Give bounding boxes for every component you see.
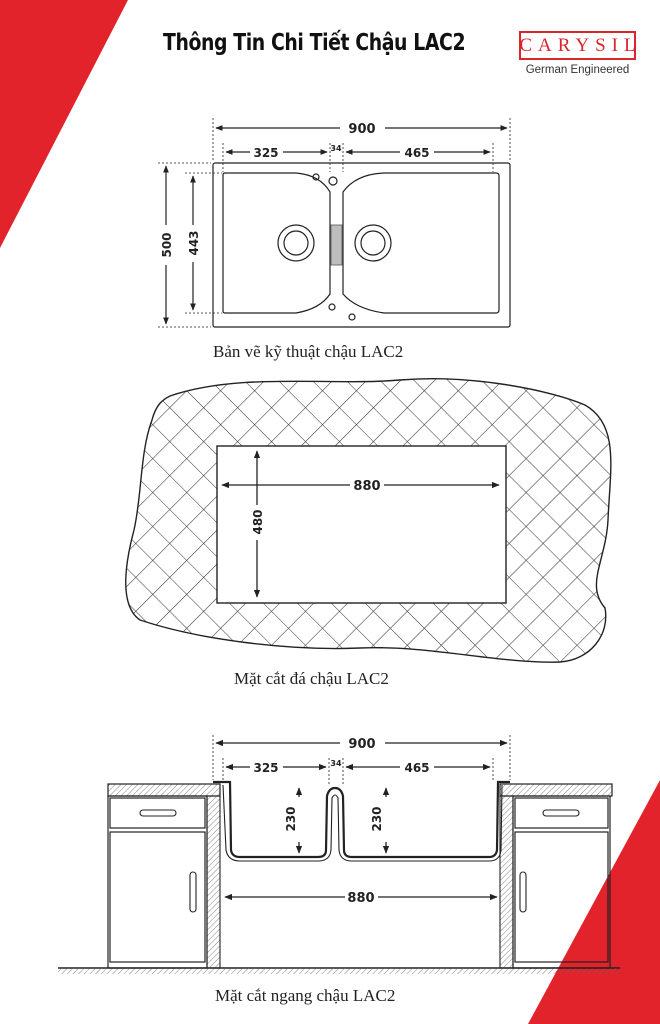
plan-labels xyxy=(160,122,430,258)
plan-right-bowl-label: 465 xyxy=(404,146,430,160)
section-right-bowl-label: 465 xyxy=(404,761,430,775)
plan-total-width-label: 900 xyxy=(348,122,376,137)
left-countertop xyxy=(108,784,220,796)
section-total-width-label: 900 xyxy=(348,737,376,752)
brand-name: CARYSIL xyxy=(519,34,642,56)
right-cabinet-drawer xyxy=(515,798,608,828)
section-cutout-width-label: 880 xyxy=(347,891,375,906)
overflow-hole-1 xyxy=(329,304,335,310)
red-accent-top-left xyxy=(0,0,128,248)
left-cabinet-door xyxy=(110,832,205,962)
left-drain xyxy=(278,225,314,261)
section-caption: Mặt cắt ngang chậu LAC2 xyxy=(215,986,396,1005)
right-countertop xyxy=(500,784,612,796)
section-right-depth-label: 230 xyxy=(370,806,384,832)
right-bowl-outline xyxy=(343,173,499,313)
overflow-hole-2 xyxy=(349,314,355,320)
tap-hole-2 xyxy=(329,177,337,185)
sink-section-profile xyxy=(213,782,510,857)
left-drawer-handle xyxy=(140,810,176,816)
section-drawing xyxy=(58,735,620,974)
section-labels xyxy=(253,737,429,906)
section-divider-label: 34 xyxy=(330,759,342,768)
plan-outer-depth-label: 500 xyxy=(160,232,174,258)
cutout-caption: Mặt cắt đá chậu LAC2 xyxy=(234,669,389,688)
plan-caption: Bản vẽ kỹ thuật chậu LAC2 xyxy=(213,342,404,361)
section-left-bowl-label: 325 xyxy=(253,761,279,775)
right-drain xyxy=(355,225,391,261)
cutout-drawing xyxy=(126,379,611,662)
brand-logo xyxy=(519,31,642,60)
left-door-handle xyxy=(190,872,196,912)
cutout-width-label: 880 xyxy=(353,479,381,494)
left-cabinet-drawer xyxy=(110,798,205,828)
plan-left-bowl-label: 325 xyxy=(253,146,279,160)
plan-inner-depth-label: 443 xyxy=(187,230,201,256)
page-title: Thông Tin Chi Tiết Chậu LAC2 xyxy=(163,30,466,56)
section-left-depth-label: 230 xyxy=(284,806,298,832)
right-door-handle xyxy=(520,872,526,912)
right-drawer-handle xyxy=(543,810,579,816)
cutout-depth-label: 480 xyxy=(251,509,265,535)
brand-tagline: German Engineered xyxy=(525,64,630,76)
red-accent-bottom-right xyxy=(528,780,660,1024)
left-cabinet-side-panel xyxy=(207,796,220,968)
plan-divider-label: 34 xyxy=(330,144,342,153)
divider-strip xyxy=(331,225,342,265)
